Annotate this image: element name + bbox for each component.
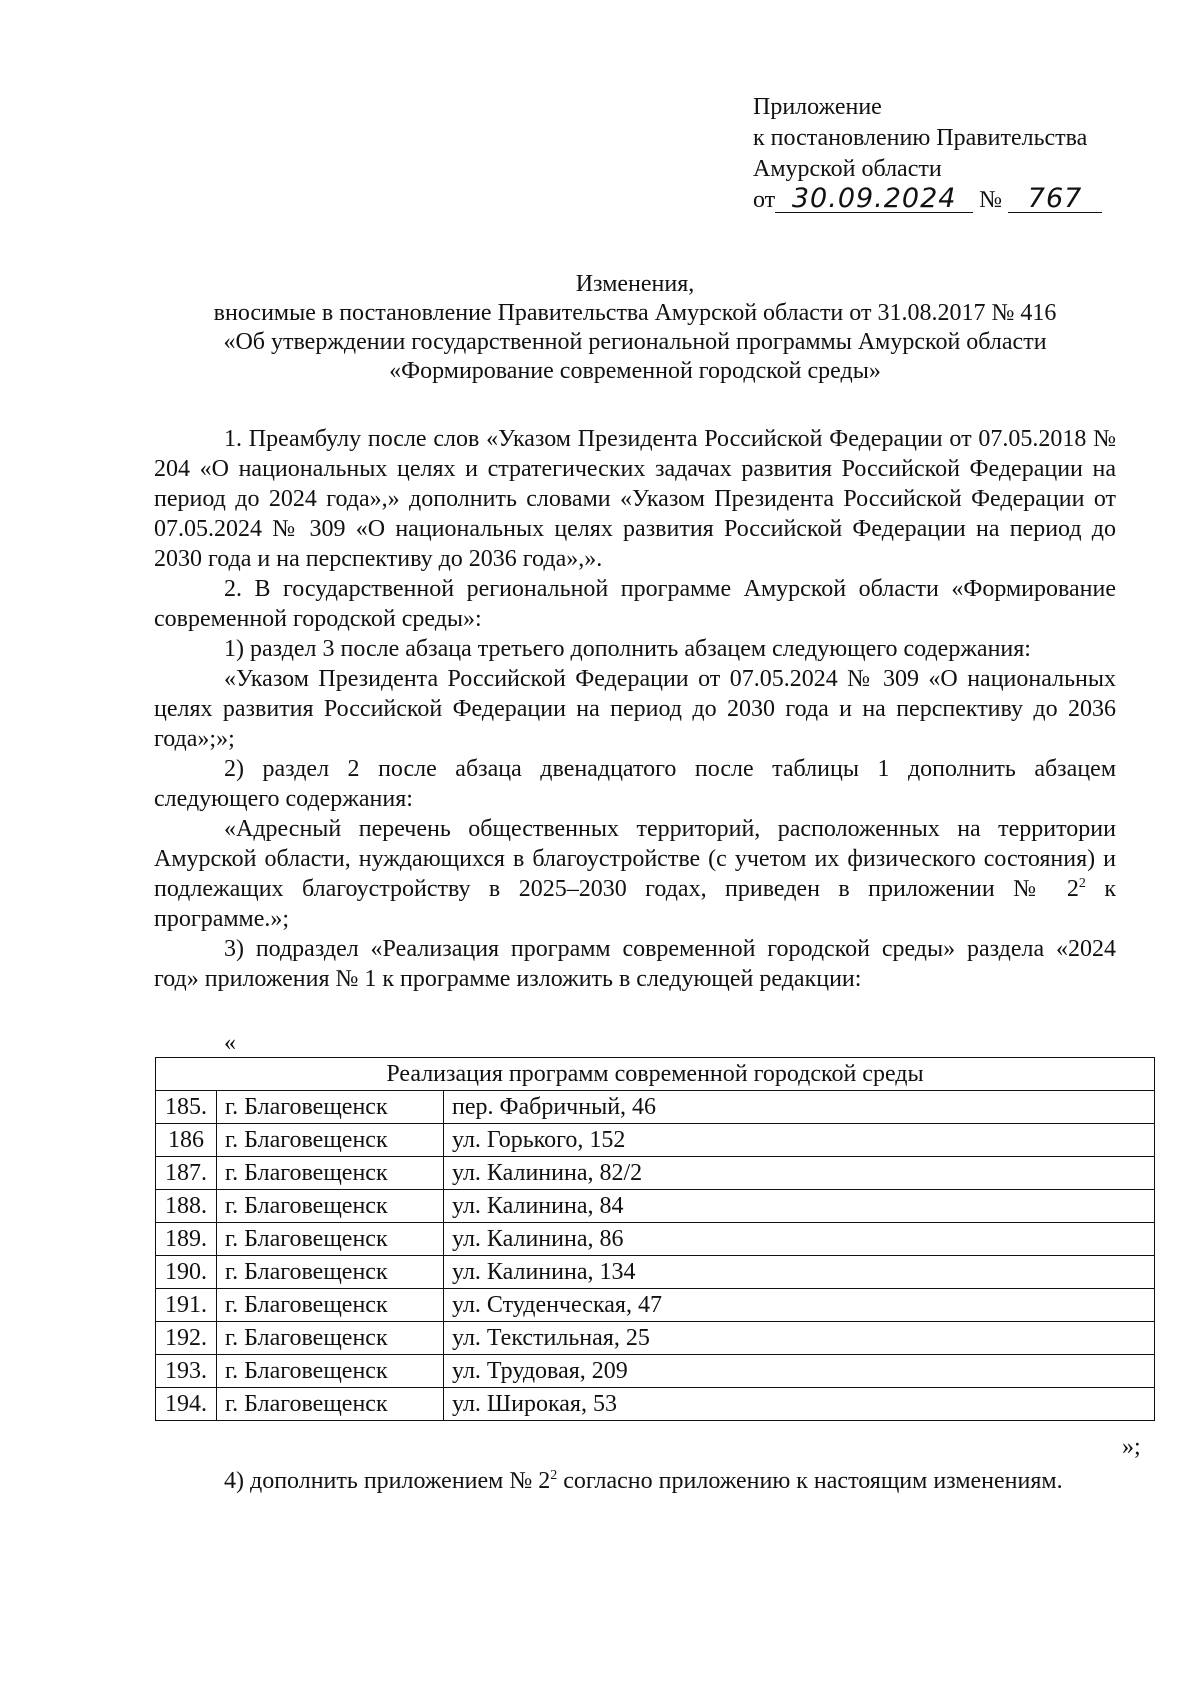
row-city: г. Благовещенск [217, 1388, 444, 1421]
paragraph-4: «Указом Президента Российской Федерации от 07.05.2024 № 309 «О национальных целях развития Российской Федерации на период до 2030 года и на перспективу до 2036 года»;»; [154, 666, 1116, 752]
item-4-superscript: 2 [550, 1468, 558, 1483]
row-city: г. Благовещенск [217, 1124, 444, 1157]
row-city: г. Благовещенск [217, 1190, 444, 1223]
title-line-1: Изменения, [575, 271, 695, 297]
implementation-table [155, 1057, 1155, 1421]
table-row [156, 1091, 1155, 1124]
handwritten-number: 767 [1008, 186, 1102, 213]
table-row [156, 1289, 1155, 1322]
appendix-line-3: Амурской области [753, 156, 942, 182]
row-number: 189. [156, 1223, 217, 1256]
document-body [154, 424, 1116, 994]
table-row [156, 1256, 1155, 1289]
paragraph-1: 1. Преамбулу после слов «Указом Президента Российской Федерации от 07.05.2018 № 204 «О национальных целях и стратегических задачах развития Российской Федерации на период до 2024 года»,» дополнить словами «Указом Президента Российской Федерации от 07.05.2024 № 309 «О национальных целях развития Российской Федерации на период до 2030 года и на перспективу до 2036 года»,». [154, 426, 1116, 572]
row-city: г. Благовещенск [217, 1223, 444, 1256]
paragraph-6-tail: к программе.»; [154, 876, 1116, 932]
table-close-quote: »; [1122, 1434, 1141, 1460]
row-number: 194. [156, 1388, 217, 1421]
handwritten-date: 30.09.2024 [775, 186, 973, 213]
row-address: ул. Текстильная, 25 [444, 1322, 1155, 1355]
row-number: 192. [156, 1322, 217, 1355]
row-city: г. Благовещенск [217, 1091, 444, 1124]
appendix-block [753, 92, 1102, 216]
row-address: ул. Калинина, 134 [444, 1256, 1155, 1289]
item-4-text: 4) дополнить приложением № 2 [224, 1468, 551, 1494]
row-number: 187. [156, 1157, 217, 1190]
paragraph-5: 2) раздел 2 после абзаца двенадцатого после таблицы 1 дополнить абзацем следующего содержания: [154, 756, 1116, 812]
row-number: 186 [156, 1124, 217, 1157]
row-number: 188. [156, 1190, 217, 1223]
row-address: ул. Горького, 152 [444, 1124, 1155, 1157]
row-address: пер. Фабричный, 46 [444, 1091, 1155, 1124]
row-city: г. Благовещенск [217, 1157, 444, 1190]
paragraph-6 [154, 814, 1116, 934]
row-address: ул. Калинина, 84 [444, 1190, 1155, 1223]
appendix-line-2: к постановлению Правительства [753, 125, 1088, 151]
table-row [156, 1388, 1155, 1421]
paragraph-6-text: «Адресный перечень общественных территорий, расположенных на территории Амурской области, нуждающихся в благоустройстве (с учетом их физического состояния) и подлежащих благоустройству в 2025–2030 годах, приведен в приложении № 2 [154, 816, 1116, 902]
table-row [156, 1157, 1155, 1190]
table-header-row [156, 1058, 1155, 1091]
row-city: г. Благовещенск [217, 1289, 444, 1322]
from-label: от [753, 187, 776, 213]
appendix-line-1: Приложение [753, 94, 882, 120]
title-line-4: «Формирование современной городской среды» [389, 358, 881, 384]
table-row [156, 1223, 1155, 1256]
table-row [156, 1322, 1155, 1355]
row-address: ул. Калинина, 86 [444, 1223, 1155, 1256]
paragraph-2: 2. В государственной региональной программе Амурской области «Формирование современной городской среды»: [154, 576, 1116, 632]
row-city: г. Благовещенск [217, 1256, 444, 1289]
paragraph-item-4 [154, 1466, 1116, 1497]
row-number: 191. [156, 1289, 217, 1322]
row-number: 193. [156, 1355, 217, 1388]
document-title [150, 270, 1120, 386]
table-row [156, 1124, 1155, 1157]
item-4-tail: согласно приложению к настоящим изменениям. [557, 1468, 1063, 1494]
paragraph-3: 1) раздел 3 после абзаца третьего дополнить абзацем следующего содержания: [224, 636, 1031, 662]
title-line-2: вносимые в постановление Правительства Амурской области от 31.08.2017 № 416 [213, 300, 1057, 326]
row-number: 190. [156, 1256, 217, 1289]
title-line-3: «Об утверждении государственной региональной программы Амурской области [223, 329, 1047, 355]
row-number: 185. [156, 1091, 217, 1124]
table-row [156, 1355, 1155, 1388]
row-city: г. Благовещенск [217, 1322, 444, 1355]
row-address: ул. Широкая, 53 [444, 1388, 1155, 1421]
table-header: Реализация программ современной городской среды [156, 1058, 1155, 1091]
paragraph-7: 3) подраздел «Реализация программ современной городской среды» раздела «2024 год» приложения № 1 к программе изложить в следующей редакции: [154, 936, 1116, 992]
paragraph-6-superscript: 2 [1078, 876, 1086, 891]
row-address: ул. Калинина, 82/2 [444, 1157, 1155, 1190]
row-city: г. Благовещенск [217, 1355, 444, 1388]
row-address: ул. Трудовая, 209 [444, 1355, 1155, 1388]
table-row [156, 1190, 1155, 1223]
table-open-quote: « [224, 1030, 236, 1056]
row-address: ул. Студенческая, 47 [444, 1289, 1155, 1322]
number-label: № [979, 187, 1003, 213]
appendix-date-line [753, 185, 1102, 216]
